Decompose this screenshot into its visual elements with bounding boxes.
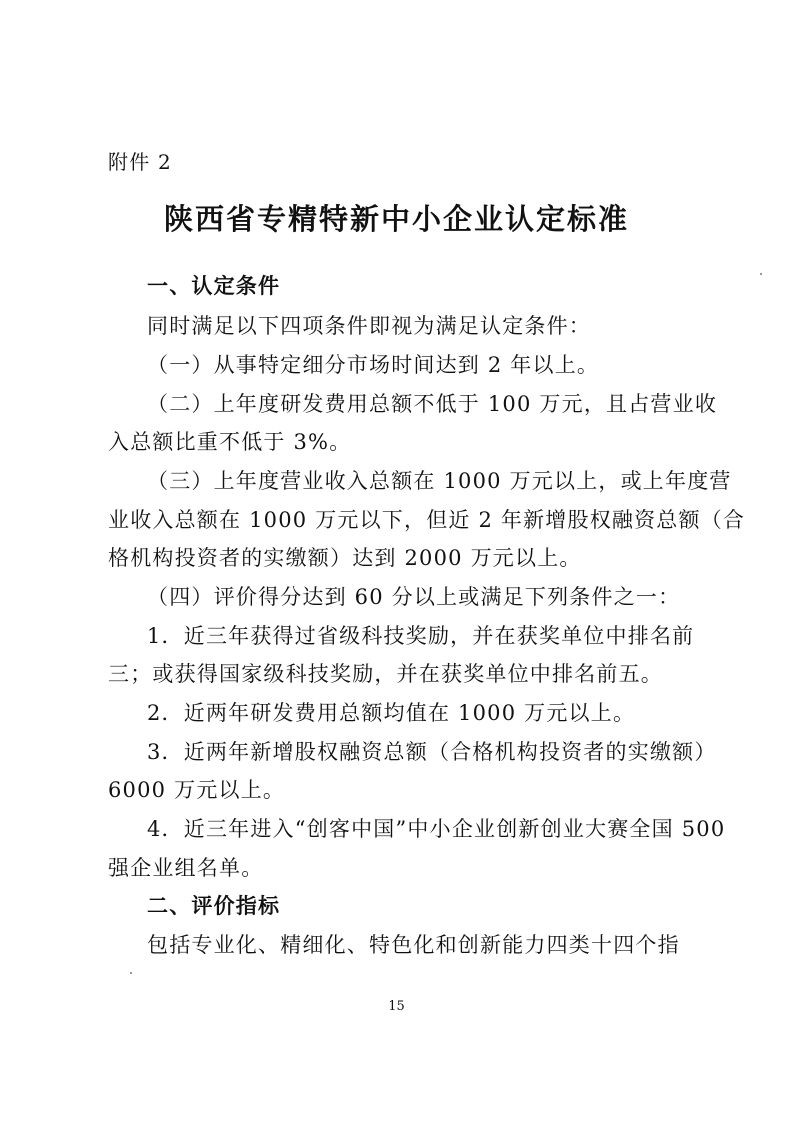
condition-4-line-2: 强企业组名单。 [108, 856, 264, 880]
condition-3-line-1: 3．近两年新增股权融资总额（合格机构投资者的实缴额） [147, 740, 717, 764]
document-title: 陕西省专精特新中小企业认定标准 [163, 202, 629, 236]
section-heading-criteria: 一、认定条件 [147, 274, 281, 298]
criteria-item-2-line-2: 入总额比重不低于 3%。 [108, 430, 352, 454]
scan-speck [760, 273, 762, 275]
condition-2: 2．近两年研发费用总额均值在 1000 万元以上。 [147, 701, 636, 725]
section-heading-evaluation: 二、评价指标 [147, 894, 281, 918]
page-number: 15 [388, 999, 405, 1014]
condition-4-line-1: 4．近三年进入“创客中国”中小企业创新创业大赛全国 500 [147, 817, 726, 841]
criteria-item-1: （一）从事特定细分市场时间达到 2 年以上。 [147, 353, 600, 377]
criteria-item-3-line-1: （三）上年度营业收入总额在 1000 万元以上，或上年度营 [147, 469, 732, 493]
evaluation-text: 包括专业化、精细化、特色化和创新能力四类十四个指 [147, 933, 680, 957]
criteria-item-2-line-1: （二）上年度研发费用总额不低于 100 万元，且占营业收 [147, 392, 718, 416]
scan-speck [130, 972, 132, 974]
criteria-item-3-line-3: 格机构投资者的实缴额）达到 2000 万元以上。 [108, 546, 582, 570]
condition-3-line-2: 6000 万元以上。 [108, 778, 286, 802]
criteria-item-4: （四）评价得分达到 60 分以上或满足下列条件之一： [147, 585, 681, 609]
criteria-intro: 同时满足以下四项条件即视为满足认定条件： [147, 314, 591, 338]
condition-1-line-1: 1．近三年获得过省级科技奖励，并在获奖单位中排名前 [147, 624, 695, 648]
condition-1-line-2: 三；或获得国家级科技奖励，并在获奖单位中排名前五。 [108, 662, 663, 686]
criteria-item-3-line-2: 业收入总额在 1000 万元以下，但近 2 年新增股权融资总额（合 [108, 508, 746, 532]
attachment-label: 附件 2 [108, 150, 172, 174]
